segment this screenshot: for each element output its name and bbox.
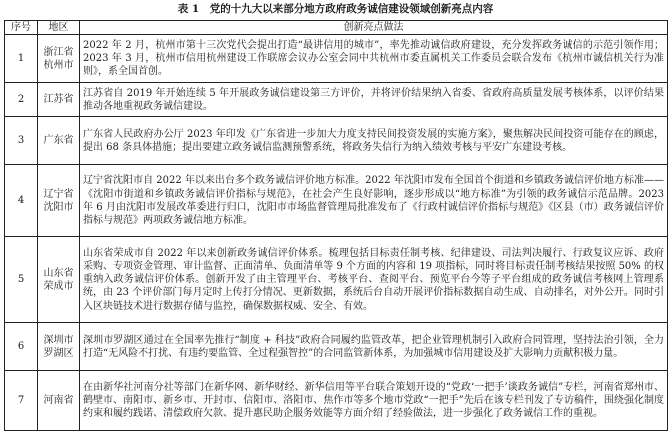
row-content: 江苏省自 2019 年开始连续 5 年开展政务诚信建设第三方评价，并将评价结果纳入省委、省政府高质量发展考核体系，以评价结果推动各地重视政务诚信建设。 bbox=[80, 83, 668, 117]
row-region: 河南省 bbox=[38, 371, 80, 431]
row-number: 1 bbox=[5, 35, 38, 83]
table-row bbox=[5, 371, 668, 431]
row-number: 7 bbox=[5, 371, 38, 431]
row-content: 山东省荣成市自 2022 年以来创新政务诚信评价体系。梳理包括目标责任制考核、纪律建设、司法判决履行、行政复议应诉、政府采购、专项资金管理、审计监督、正面清单、负面清单等 9 个方面的内容和 19 项指标，同时将目标责任制考核结果按照 50% 的权重纳入政务诚信评价体系。创新开发了由主管理平台、考核平台、查阅平台、预览平台今等子平台组成的政务诚信考核网上管理系统，由 23 个评价部门每月定时上传打分情况、更新数据，系统后台自动开展评价指标数据自动生成、自动排名，对外公开。同时引入区块链技术进行数据存储与监控，确保数据权威、安全、有效。 bbox=[80, 237, 668, 323]
row-content: 2022 年 2 月，杭州市第十三次党代会提出打造“最讲信用的城市”，率先推动诚信政府建设，充分发挥政务诚信的示范引领作用；2023 年 3 月，杭州市信用杭州建设工作联席会议办公室会同中共杭州市委直属机关工作委员会联合发布《杭州市诚信机关行为准则》，系全国首创。 bbox=[80, 35, 668, 83]
header-index: 序号 bbox=[5, 21, 38, 35]
row-region: 山东省荣成市 bbox=[38, 237, 80, 323]
row-content: 广东省人民政府办公厅 2023 年印发《广东省进一步加大力度支持民间投资发展的实施方案》，聚焦解决民间投资可能存在的顾虑，提出 68 条具体措施；提出要建立政务诚信监测预警系统，将政务失信行为纳入绩效考核与平安广东建设考核。 bbox=[80, 117, 668, 165]
table-row bbox=[5, 83, 668, 117]
row-content: 在由新华社河南分社等部门在新华网、新华财经、新华信用等平台联合策划开设的“党政‘一把手’谈政务诚信”专栏，河南省郑州市、鹤壁市、南阳市、新乡市、开封市、信阳市、洛阳市、焦作市等多个地市党政“一把手”先后在该专栏刊发了专访稿件，围绕强化制度约束和履约践诺、清偿政府欠款、提升惠民助企服务效能等方面介绍了经验做法，进一步强化了政务诚信工作的重视。 bbox=[80, 371, 668, 431]
row-number: 5 bbox=[5, 237, 38, 323]
row-number: 6 bbox=[5, 323, 38, 371]
row-region: 浙江省杭州市 bbox=[38, 35, 80, 83]
table-row bbox=[5, 237, 668, 323]
row-content: 辽宁省沈阳市自 2022 年以来出台多个政务诚信评价地方标准。2022 年沈阳市发布全国首个街道和乡镇政务诚信评价地方标准——《沈阳市街道和乡镇政务诚信评价指标与规范》，在社会产生良好影响，逐步形成以“地方标准”为引领的政务诚信示范品牌。2023 年 6 月由沈阳市发展改革委进行归口，沈阳市市场监督管理局批准发布了《行政村诚信评价指标与规范》《区县（市）政务诚信评价指标与规范》两项政务诚信地方标准。 bbox=[80, 165, 668, 237]
innovation-table bbox=[4, 20, 668, 431]
table-row bbox=[5, 165, 668, 237]
table-header-row bbox=[5, 21, 668, 35]
row-number: 2 bbox=[5, 83, 38, 117]
table-row bbox=[5, 117, 668, 165]
header-content: 创新亮点做法 bbox=[80, 21, 668, 35]
table-row bbox=[5, 323, 668, 371]
row-region: 辽宁省沈阳市 bbox=[38, 165, 80, 237]
table-row bbox=[5, 35, 668, 83]
row-region: 江苏省 bbox=[38, 83, 80, 117]
row-region: 深圳市罗湖区 bbox=[38, 323, 80, 371]
row-number: 3 bbox=[5, 117, 38, 165]
row-content: 深圳市罗湖区通过在全国率先推行“制度 + 科技”政府合同履约监管改革，把企业管理机制引入政府合同管理，坚持法治引领，全力打造“无风险不打扰、有违约要监管、全过程强智控”的合同监管新体系，为加强城市信用建设及扩大影响力贡献积极力量。 bbox=[80, 323, 668, 371]
table-caption: 表 1 党的十九大以来部分地方政府政务诚信建设领域创新亮点内容 bbox=[177, 3, 494, 15]
row-number: 4 bbox=[5, 165, 38, 237]
row-region: 广东省 bbox=[38, 117, 80, 165]
header-region: 地区 bbox=[38, 21, 80, 35]
